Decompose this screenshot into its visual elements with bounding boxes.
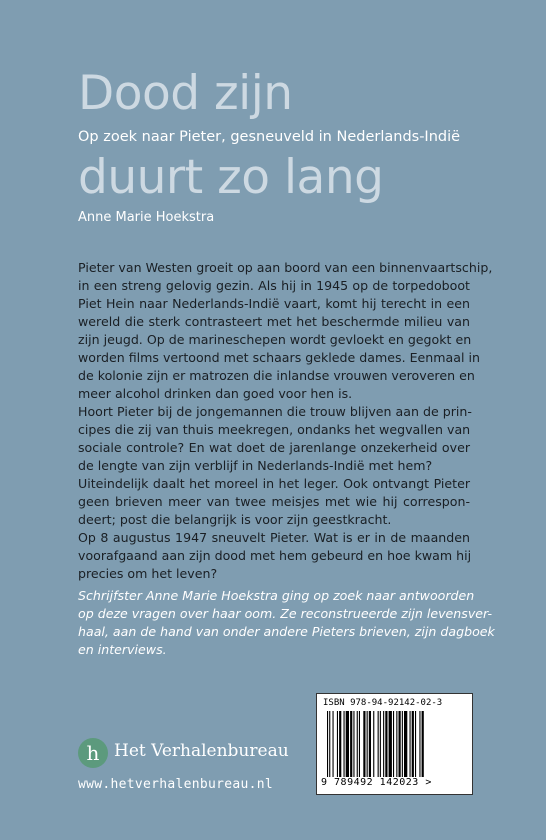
blurb-italic-line: en interviews. [78, 642, 167, 657]
barcode-bar [378, 711, 379, 777]
barcode-bar [350, 711, 352, 777]
barcode-bar [404, 711, 407, 777]
barcode-bar [359, 711, 360, 777]
barcode-bar [389, 711, 392, 777]
blurb-italic-line: haal, aan de hand van onder andere Pieters brieven, zijn dagboek [78, 624, 495, 639]
blurb-line: wereld die sterk contrasteert met het beschermde milieu van [78, 314, 470, 329]
barcode-bar [419, 711, 420, 777]
barcode-bar [380, 711, 381, 777]
barcode-bars [325, 711, 465, 777]
blurb-line: cipes die zij van thuis meekregen, ondanks het wegvallen van [78, 422, 471, 437]
blurb-line: deert; post die belangrijk is voor zijn geestkracht. [78, 512, 392, 527]
blurb-line: Hoort Pieter bij de jongemannen die trouw blijven aan de prin- [78, 404, 472, 419]
barcode-bar [363, 711, 365, 777]
barcode-bar [412, 711, 414, 777]
blurb-line: Piet Hein naar Nederlands-Indië vaart, komt hij terecht in een [78, 296, 470, 311]
book-title-line-1: Dood zijn [78, 66, 293, 121]
book-title-line-2: duurt zo lang [78, 150, 384, 205]
blurb-text [78, 259, 493, 583]
barcode-bar [327, 711, 328, 777]
book-subtitle: Op zoek naar Pieter, gesneuveld in Nederlands-Indië [78, 129, 461, 145]
blurb-line: Op 8 augustus 1947 sneuvelt Pieter. Wat is er in de maanden [78, 530, 470, 545]
blurb-italic-line: op deze vragen over haar oom. Ze reconstrueerde zijn levensver- [78, 606, 493, 621]
isbn-label: ISBN 978-94-92142-02-3 [323, 698, 443, 708]
barcode-bar [346, 711, 349, 777]
barcode-bar [339, 711, 341, 777]
barcode-bar [337, 711, 338, 777]
blurb-line: zijn jeugd. Op de marineschepen wordt gevloekt en gegokt en [78, 332, 472, 347]
barcode-bar [353, 711, 354, 777]
barcode-bar [415, 711, 416, 777]
blurb-line: voorafgaand aan zijn dood met hem gebeurd en hoe kwam hij [78, 548, 472, 563]
blurb-line: meer alcohol drinken dan goed voor hen is. [78, 386, 353, 401]
barcode-bar [396, 711, 397, 777]
blurb-italic-line: Schrijfster Anne Marie Hoekstra ging op zoek naar antwoorden [78, 588, 475, 603]
author-name: Anne Marie Hoekstra [78, 210, 215, 225]
blurb-line: Pieter van Westen groeit op aan boord van een binnenvaartschip, [78, 260, 493, 275]
publisher-website: www.hetverhalenbureau.nl [78, 777, 274, 792]
barcode-bar [422, 711, 424, 777]
barcode-bar [344, 711, 345, 777]
blurb-line: precies om het leven? [78, 566, 218, 581]
barcode-bar [329, 711, 330, 777]
barcode-bar [383, 711, 384, 777]
blurb-line: de kolonie zijn er matrozen die inlandse vrouwen veroveren en [78, 368, 475, 383]
publisher-name: Het Verhalenbureau [114, 741, 289, 761]
barcode-bar [385, 711, 387, 777]
blurb-line: worden films vertoond met schaars geklede dames. Eenmaal in [78, 350, 480, 365]
barcode-bar [373, 711, 374, 777]
blurb-italic-text [78, 587, 495, 659]
barcode-bar [369, 711, 371, 777]
publisher-logo: h [78, 738, 108, 768]
blurb-line: de lengte van zijn verblijf in Nederlands-Indië met hem? [78, 458, 433, 473]
barcode-bar [402, 711, 403, 777]
barcode-bar [367, 711, 368, 777]
barcode-bar [333, 711, 334, 777]
blurb-line: geen brieven meer van twee meisjes met wie hij correspon- [78, 494, 470, 509]
barcode-bar [399, 711, 401, 777]
barcode-bar [393, 711, 394, 777]
barcode-number: 9 789492 142023 > [321, 777, 432, 788]
blurb-line: in een streng gelovig gezin. Als hij in 1945 op de torpedoboot [78, 278, 470, 293]
barcode-bar [410, 711, 411, 777]
blurb-line: Uiteindelijk daalt het moreel in het leger. Ook ontvangt Pieter [78, 476, 470, 491]
blurb-line: sociale controle? En wat doet de jarenlange onzekerheid over [78, 440, 470, 455]
barcode [316, 693, 473, 795]
barcode-bar [357, 711, 358, 777]
